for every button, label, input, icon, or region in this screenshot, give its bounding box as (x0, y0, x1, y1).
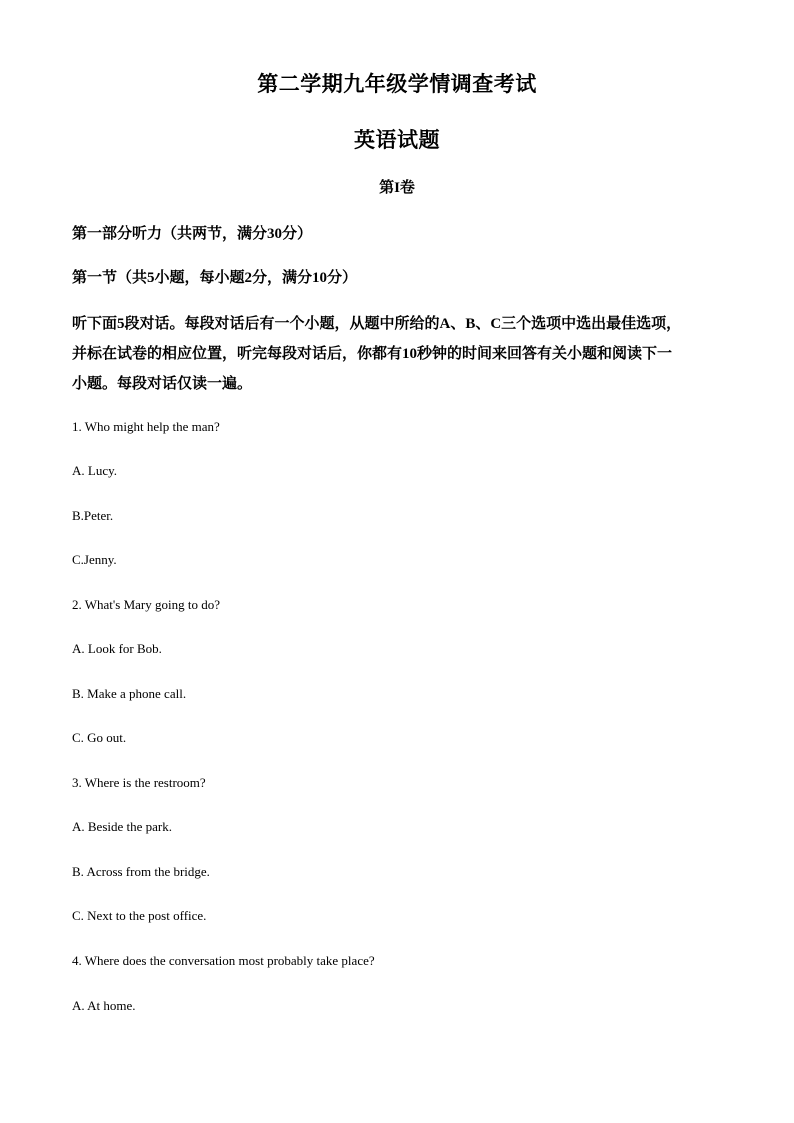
question-stem: 1. Who might help the man? (72, 419, 220, 434)
question-option: B.Peter. (72, 508, 114, 523)
instruction-line: 并标在试卷的相应位置，听完每段对话后，你都有10秒钟的时间来回答有关小题和阅读下一 (72, 346, 673, 362)
question-option: C. Next to the post office. (72, 908, 207, 923)
question-option: A. Lucy. (72, 463, 118, 478)
question-stem: 3. Where is the restroom? (72, 775, 206, 790)
listening-instructions (72, 309, 732, 399)
exam-subtitle: 英语试题 (354, 128, 440, 152)
question-stem: 4. Where does the conversation most probably take place? (72, 953, 375, 968)
question-option: B. Across from the bridge. (72, 864, 210, 879)
question-option: C.Jenny. (72, 552, 117, 567)
instruction-line: 听下面5段对话。每段对话后有一个小题，从题中所给的A、B、C三个选项中选出最佳选项， (72, 316, 682, 332)
question-option: C. Go out. (72, 730, 127, 745)
section-heading: 第一节（共5小题，每小题2分，满分10分） (72, 270, 358, 286)
question-stem: 2. What's Mary going to do? (72, 597, 220, 612)
part-heading: 第一部分听力（共两节，满分30分） (72, 226, 313, 242)
question-option: A. Beside the park. (72, 819, 173, 834)
question-option: B. Make a phone call. (72, 686, 187, 701)
question-option: A. At home. (72, 998, 136, 1013)
instruction-line: 小题。每段对话仅读一遍。 (72, 376, 253, 392)
exam-title: 第二学期九年级学情调查考试 (257, 72, 537, 96)
volume-label: 第I卷 (379, 180, 415, 196)
question-option: A. Look for Bob. (72, 641, 162, 656)
